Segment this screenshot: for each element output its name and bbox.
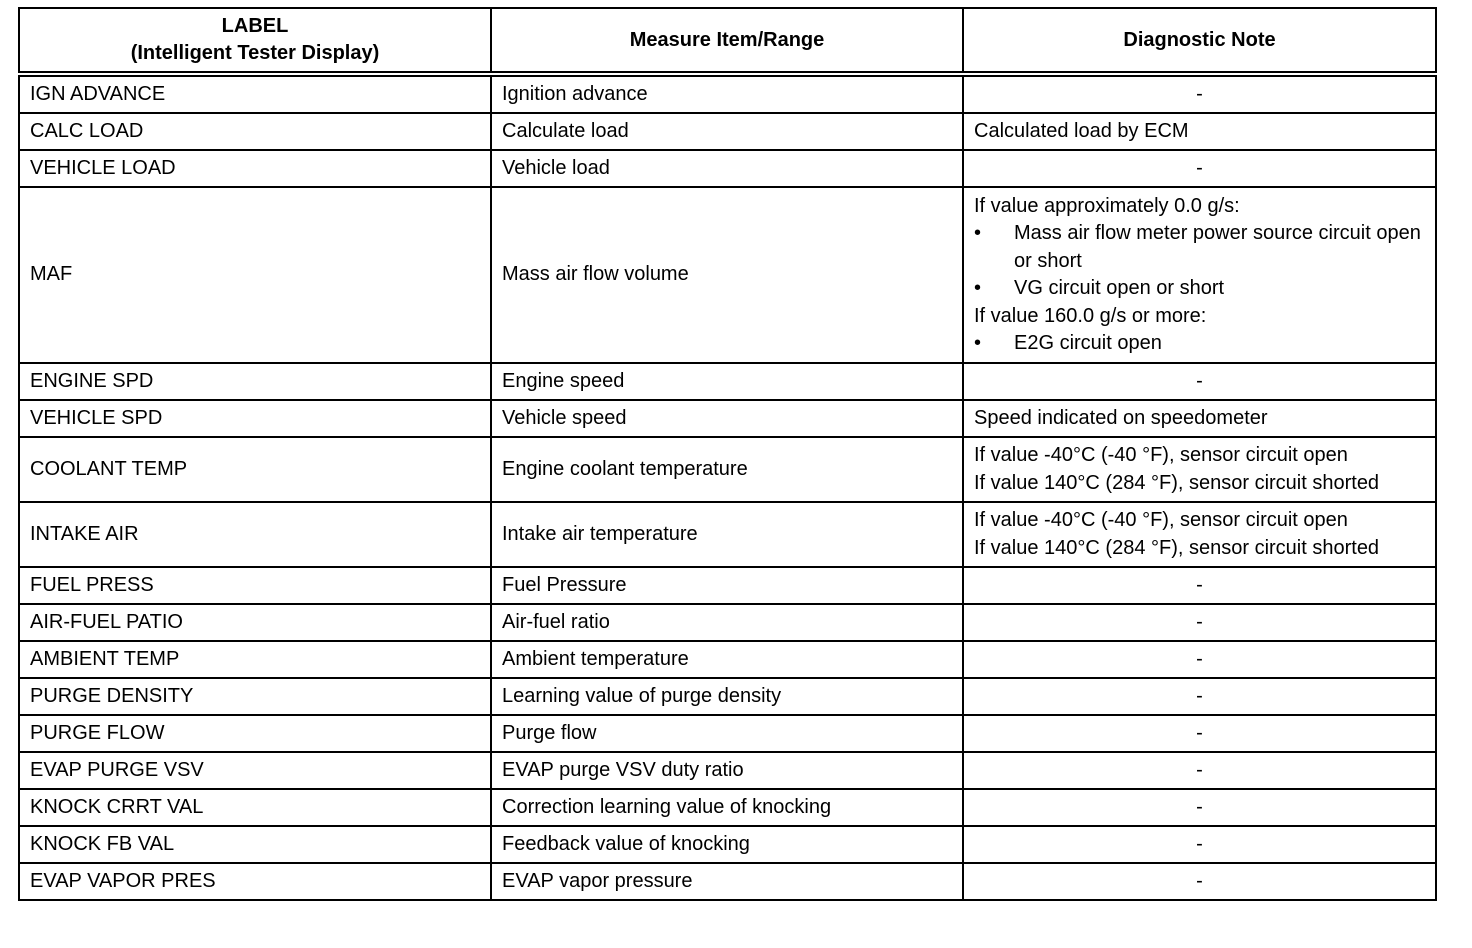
table-row (19, 502, 1436, 567)
cell-measure: Engine speed (491, 363, 963, 400)
cell-note (963, 437, 1436, 502)
cell-measure: Vehicle speed (491, 400, 963, 437)
cell-measure: Mass air flow volume (491, 187, 963, 363)
table-row (19, 187, 1436, 363)
cell-measure: Engine coolant temperature (491, 437, 963, 502)
cell-measure: Fuel Pressure (491, 567, 963, 604)
cell-note: - (963, 678, 1436, 715)
table-row (19, 437, 1436, 502)
bullet-text: E2G circuit open (1014, 332, 1162, 354)
bullet-item (974, 275, 1425, 303)
cell-measure: EVAP vapor pressure (491, 863, 963, 900)
cell-note: Calculated load by ECM (963, 113, 1436, 150)
table-row (19, 74, 1436, 113)
cell-measure: Learning value of purge density (491, 678, 963, 715)
table-row (19, 715, 1436, 752)
note-line: If value 160.0 g/s or more: (974, 304, 1207, 327)
cell-measure: Calculate load (491, 113, 963, 150)
cell-label: CALC LOAD (19, 113, 491, 150)
cell-label: EVAP VAPOR PRES (19, 863, 491, 900)
note-line: If value 140°C (284 °F), sensor circuit shorted (974, 471, 1380, 494)
cell-label: PURGE FLOW (19, 715, 491, 752)
cell-measure: Purge flow (491, 715, 963, 752)
cell-label: KNOCK FB VAL (19, 826, 491, 863)
cell-note: - (963, 604, 1436, 641)
cell-label: COOLANT TEMP (19, 437, 491, 502)
cell-note: - (963, 641, 1436, 678)
header-label-line2: (Intelligent Tester Display) (130, 42, 380, 64)
table-row (19, 363, 1436, 400)
table-row (19, 863, 1436, 900)
cell-label: ENGINE SPD (19, 363, 491, 400)
data-list-table (18, 7, 1437, 901)
bullet-icon: • (974, 222, 982, 244)
cell-note: - (963, 567, 1436, 604)
bullet-icon: • (974, 277, 982, 299)
cell-measure: Ambient temperature (491, 641, 963, 678)
cell-label: AMBIENT TEMP (19, 641, 491, 678)
note-line: If value -40°C (-40 °F), sensor circuit open (974, 509, 1348, 531)
bullet-text: Mass air flow meter power source circuit open or short (1014, 222, 1421, 272)
cell-label: EVAP PURGE VSV (19, 752, 491, 789)
bullet-item (974, 220, 1425, 275)
table-row (19, 641, 1436, 678)
cell-measure: Air-fuel ratio (491, 604, 963, 641)
bullet-text: VG circuit open or short (1014, 277, 1225, 299)
table-header-row (19, 8, 1436, 74)
cell-note (963, 502, 1436, 567)
cell-label: MAF (19, 187, 491, 363)
cell-note: Speed indicated on speedometer (963, 400, 1436, 437)
cell-note: - (963, 863, 1436, 900)
cell-note: - (963, 74, 1436, 113)
note-line: If value -40°C (-40 °F), sensor circuit open (974, 444, 1348, 466)
cell-label: IGN ADVANCE (19, 74, 491, 113)
bullet-item (974, 330, 1425, 358)
table-row (19, 400, 1436, 437)
cell-label: AIR-FUEL PATIO (19, 604, 491, 641)
note-line: If value approximately 0.0 g/s: (974, 194, 1240, 217)
cell-measure: Ignition advance (491, 74, 963, 113)
header-measure: Measure Item/Range (491, 8, 963, 74)
cell-note: - (963, 715, 1436, 752)
cell-label: FUEL PRESS (19, 567, 491, 604)
cell-measure: EVAP purge VSV duty ratio (491, 752, 963, 789)
cell-label: VEHICLE SPD (19, 400, 491, 437)
cell-label: KNOCK CRRT VAL (19, 789, 491, 826)
table-row (19, 789, 1436, 826)
cell-note: - (963, 363, 1436, 400)
table-row (19, 752, 1436, 789)
table-row (19, 150, 1436, 187)
table-row (19, 113, 1436, 150)
document-page (18, 7, 1435, 901)
cell-note: - (963, 150, 1436, 187)
cell-note: - (963, 789, 1436, 826)
header-label-line1: LABEL (221, 15, 289, 37)
cell-label: VEHICLE LOAD (19, 150, 491, 187)
cell-note (963, 187, 1436, 363)
cell-note: - (963, 826, 1436, 863)
table-row (19, 604, 1436, 641)
header-diagnostic-note: Diagnostic Note (963, 8, 1436, 74)
bullet-icon: • (974, 332, 982, 354)
table-row (19, 678, 1436, 715)
cell-label: PURGE DENSITY (19, 678, 491, 715)
cell-measure: Intake air temperature (491, 502, 963, 567)
cell-measure: Correction learning value of knocking (491, 789, 963, 826)
note-line: If value 140°C (284 °F), sensor circuit shorted (974, 536, 1380, 559)
header-label (19, 8, 491, 74)
cell-label: INTAKE AIR (19, 502, 491, 567)
cell-note: - (963, 752, 1436, 789)
cell-measure: Feedback value of knocking (491, 826, 963, 863)
table-row (19, 826, 1436, 863)
cell-measure: Vehicle load (491, 150, 963, 187)
table-row (19, 567, 1436, 604)
